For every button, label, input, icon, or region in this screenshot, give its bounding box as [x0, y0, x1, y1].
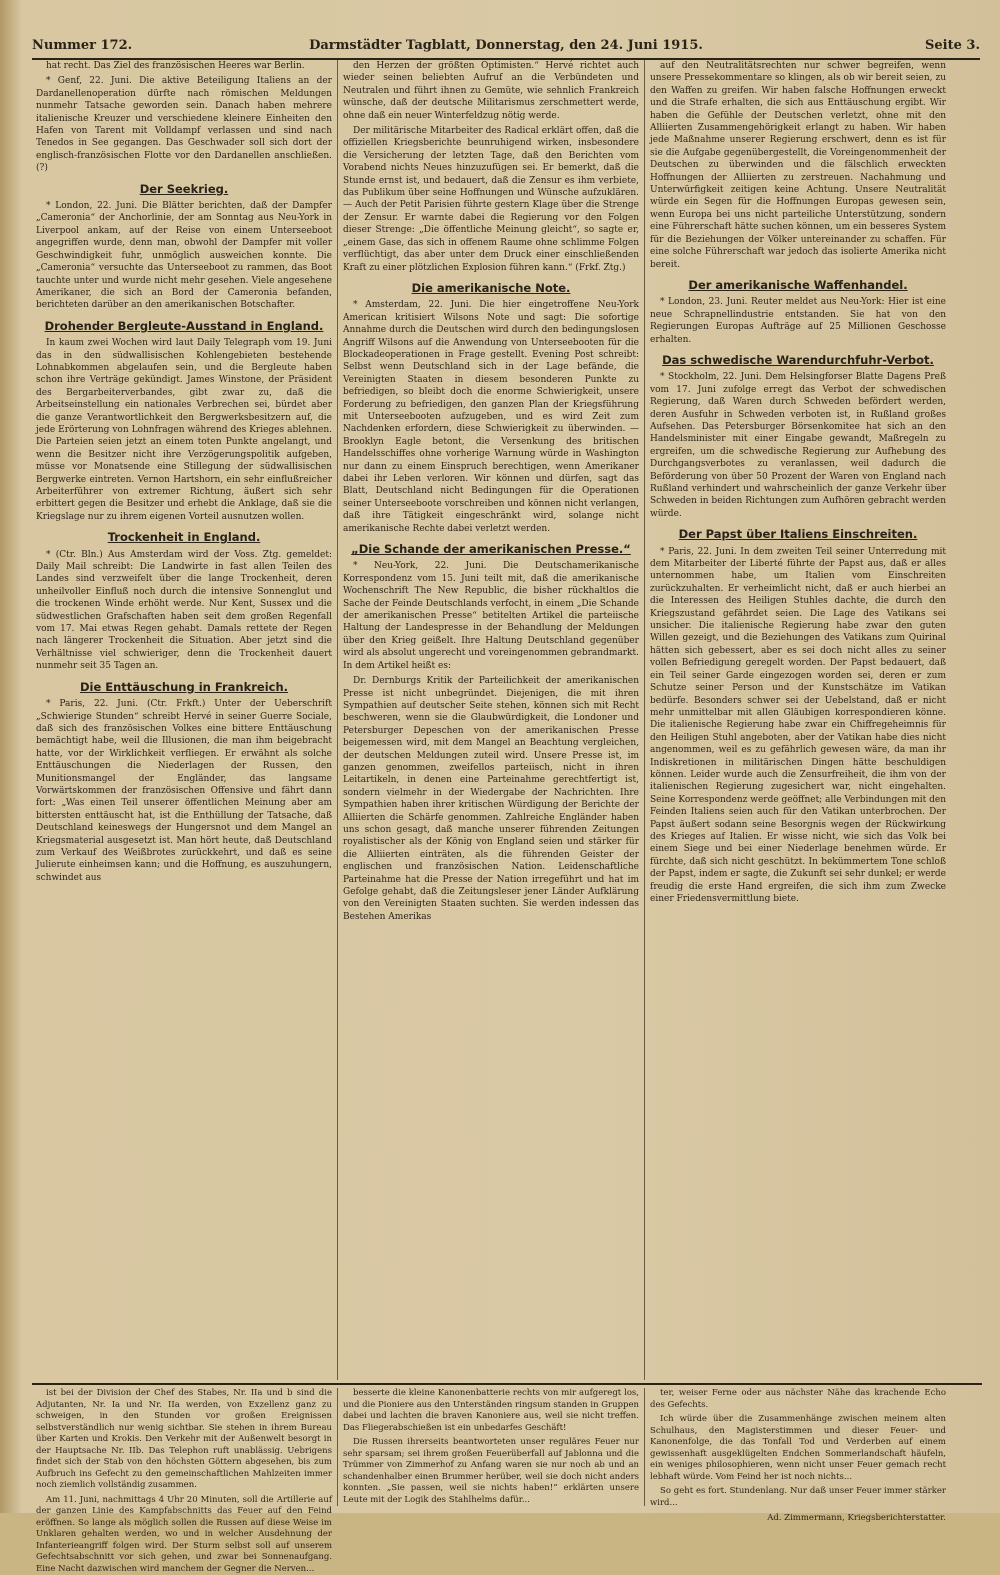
article-heading: Das schwedische Warendurchfuhr-Verbot. [650, 354, 946, 366]
article-text: den Herzen der größten Optimisten.“ Hervé richtet auch wieder seinen beliebten Aufruf an die Verbündeten und Neutralen und führt ihnen zu Gemüte, wie sehnlich Frankreich wünsche, daß der deutsche Militarismus zerschmettert werde, ohne daß ein neuer Winterfeldzug nötig werde. [343, 60, 639, 122]
article-heading: Der Papst über Italiens Einschreiten. [650, 528, 946, 540]
article-heading: Die Enttäuschung in Frankreich. [36, 681, 332, 693]
article-text: In kaum zwei Wochen wird laut Daily Telegraph vom 19. Juni das in den südwallisischen Kohlengebieten bestehende Lohnabkommen abgelaufen sein, und die Bergleute haben schon ihre Verträge gekündigt. James Winstone, der Präsident des Bergarbeiterverbandes, gibt zwar zu, daß die Arbeitseinstellung ein nationales Verbrechen sei, bürdet aber die ganze Verantwortlichkeit den Bergwerksbesitzern auf, die jede Erörterung von Lohnfragen während des Krieges ablehnen. Die Parteien seien jetzt an einem toten Punkte angelangt, und wenn die Besitzer nicht ihre Verzögerungspolitik aufgeben, müsse vor Monatsende eine Stillegung der südwallisischen Bergwerke eintreten. Vernon Hartshorn, ein sehr einflußreicher Arbeiterführer von extremer Richtung, äußert sich sehr erbittert gegen die Besitzer und erhebt die Anklage, daß sie die Kriegslage nur zu ihrem eigenen Vorteil ausnutzen wollen. [36, 337, 332, 523]
issue-number: Nummer 172. [32, 38, 132, 53]
article-text: * London, 22. Juni. Die Blätter berichten, daß der Dampfer „Cameronia“ der Anchorlinie, der am Sonntag aus Neu-York in Liverpool ankam, auf der Reise von einem Unterseeboot angegriffen wurde, denn man, obwohl der Dampfer mit voller Geschwindigkeit fuhr, unmöglich ausweichen konnte. Die „Cameronia“ versuchte das Unterseeboot zu rammen, das Boot tauchte unter und wurde nicht mehr gesehen. Viele angesehene Amerikaner, die sich an Bord der Cameronia befanden, berichteten darüber an den amerikanischen Botschafter. [36, 200, 332, 312]
article-heading: Die amerikanische Note. [343, 282, 639, 294]
column-2 [343, 60, 639, 1380]
page-number: Seite 3. [925, 38, 980, 53]
article-text: * Paris, 22. Juni. In dem zweiten Teil seiner Unterredung mit dem Mitarbeiter der Liberté führte der Papst aus, daß er alles unternommen habe, um Italien vom Einschreiten zurückzuhalten. Er verheimlicht nicht, daß er auch hierbei an die Interessen des Heiligen Stuhles dachte, die durch den Kriegszustand gefährdet seien. Die Lage des Vatikans sei unsicher. Die italienische Regierung habe zwar den guten Willen gezeigt, und die Beziehungen des Vatikans zum Quirinal hätten sich gebessert, aber es sei doch nicht alles zu seiner vollen Befriedigung geregelt worden. Der Papst bedauert, daß ein Teil seiner Garde eingezogen worden sei, deren er zum Schutze seiner Person und der Kunstschätze im Vatikan bedürfe. Besonders schwer sei der Uebelstand, daß er nicht mehr unmittelbar mit allen Gläubigen korrespondieren könne. Die italienische Regierung habe zwar ein Chiffregeheimnis für den Heiligen Stuhl angeboten, aber der Vatikan habe dies nicht angenommen, weil es zu gefährlich gewesen wäre, da man ihr Indiskretionen in militärischen Dingen hätte beschuldigen können. Leider wurde auch die Zensurfreiheit, die ihm von der italienischen Regierung zugesichert war, nicht eingehalten. Seine Korrespondenz werde geöffnet; alle Verbindungen mit den Feinden Italiens seien auch für den Vatikan unterbrochen. Der Papst äußert sodann seine Besorgnis wegen der Rückwirkung des Krieges auf Italien. Er wisse nicht, wie sich das Volk bei einem Siege und bei einer Niederlage benehmen würde. Er fürchte, daß sich nicht geschützt. In bekümmertem Tone schloß der Papst, indem er sagte, die Zukunft sei sehr dunkel; er werde freudig die erste Hand ergreifen, die sich ihm zum Zwecke einer Friedensvermittlung biete. [650, 546, 946, 906]
column-divider [644, 60, 645, 1380]
column-divider [337, 1388, 338, 1506]
column-divider [337, 60, 338, 1380]
article-text: * Genf, 22. Juni. Die aktive Beteiligung Italiens an der Dardanellenoperation dürfte nach römischen Meldungen nunmehr Tatsache geworden sein. Danach haben mehrere italienische Kreuzer und verschiedene kleinere Einheiten den Hafen von Tarent mit Volldampf verlassen und sind nach Tenedos in See gegangen. Das Geschwader soll sich dort der englisch-französischen Flotte vor den Dardanellen anschließen. (?) [36, 75, 332, 174]
newspaper-title: Darmstädter Tagblatt, Donnerstag, den 24. Juni 1915. [32, 38, 980, 53]
article-text: auf den Neutralitätsrechten nur schwer begreifen, wenn unsere Pressekommentare so klingen, als ob wir bereit seien, zu den Waffen zu greifen. Wir haben falsche Hoffnungen erweckt und die Strafe erhalten, die sich aus Enttäuschung ergibt. Wir haben die Gefühle der Deutschen verletzt, ohne mit den Alliierten Zusammengehörigkeit erlangt zu haben. Wir haben jede Maßnahme unserer Regierung erschwert, denn es ist für sie die Aufgabe gegenübergestellt, die Voreingenommenheit der Deutschen zu überwinden und die fälschlich erweckten Hoffnungen der Alliierten zu zerstreuen. Nachahmung und Unterwürfigkeit zeitigen keine Achtung. Unsere Neutralität würde ein Segen für die Hoffnungen Europas gewesen sein, wenn Europa bei uns nicht parteiliche Unterstützung, sondern eine Führerschaft hätte suchen können, um ein besseres System für die Beziehungen der Völker untereinander zu schaffen. Für eine solche Führerschaft war jedoch das isolierte Amerika nicht bereit. [650, 60, 946, 271]
article-text: * Paris, 22. Juni. (Ctr. Frkft.) Unter der Ueberschrift „Schwierige Stunden“ schreibt Hervé in seiner Guerre Sociale, daß sich des französischen Volkes eine bittere Enttäuschung bemächtigt habe, weil die Illusionen, die man ihm beigebracht hatte, vor der Wirklichkeit verfliegen. Er erwähnt als solche Enttäuschungen die Niederlagen der Russen, den Munitionsmangel der Engländer, das langsame Vorwärtskommen der französischen Offensive und fährt dann fort: „Was einen Teil unserer öffentlichen Meinung aber am bittersten enttäuscht hat, ist die Enthüllung der Tatsache, daß Deutschland keineswegs der Hungersnot und dem Mangel an Kriegsmaterial ausgesetzt ist. Man hört heute, daß Deutschland zum Verkauf des Weißbrotes zurückkehrt, und daß es seine Julierute einheimsen kann; und die Hoffnung, es auszuhungern, schwindet aus [36, 698, 332, 884]
feuilleton-text: ter, weiser Ferne oder aus nächster Nähe das krachende Echo des Gefechts. [650, 1388, 946, 1411]
article-text: * Amsterdam, 22. Juni. Die hier eingetroffene Neu-York American kritisiert Wilsons Note und sagt: Die sofortige Annahme durch die Deutschen wird durch den bedingungslosen Angriff Wilsons auf die Anwendung von Unterseebooten für die Blockadeoperationen in Frage gestellt. Evening Post schreibt: Selbst wenn Deutschland sich in der Lage befände, die Vereinigten Staaten in diesem besonderen Punkte zu befriedigen, so bleibt doch die enorme Schwierigkeit, unsere Forderung zu befriedigen, den ganzen Plan der Kriegsführung mit Unterseebooten aufzugeben, und es wird Zeit zum Nachdenken erfordern, diese Schwierigkeit zu überwinden. — Brooklyn Eagle betont, die Versenkung des britischen Handelsschiffes ohne vorherige Warnung würde in Washington nur dann zu einem Einspruch berechtigen, wenn Amerikaner dabei ihr Leben verloren. Wir können und dürfen, sagt das Blatt, Deutschland nicht Bedingungen für die Operationen seiner Unterseeboote vorschreiben und können nicht verlangen, daß ihre Tätigkeit eingeschränkt wird, solange nicht amerikanische Rechte dabei verletzt werden. [343, 299, 639, 535]
feuilleton-text: ist bei der Division der Chef des Stabes, Nr. IIa und b sind die Adjutanten, Nr. Ia und Nr. IIa werden, von Exzellenz ganz zu schweigen, in den Stunden vor großen Ereignissen selbstverständlich nur wenig sichtbar. Sie stehen in ihrem Bureau über Karten und Krokis. Den Verkehr mit der Außenwelt besorgt in der Hauptsache Nr. IIb. Das Telephon ruft unablässig. Uebrigens findet sich der Stab von den höchsten Göttern abgesehen, bis zum Aufbruch ins Gefecht zu den gemeinschaftlichen Mahlzeiten immer noch ziemlich vollständig zusammen. [36, 1388, 332, 1492]
column-divider [644, 1388, 645, 1506]
feuilleton-text: Ich würde über die Zusammenhänge zwischen meinem alten Schulhaus, den Magisterstimmen und dieser Feuer- und Kanonenfolge, die das Tonfall Tod und Verderben auf einem gewissenhaft ausgeklügelten Endchen Sommerlandschaft häufeln, ein weniges philosophieren, wenn nicht unser Feuer gemach recht lebhaft würde. Vom Feind her ist noch nichts... [650, 1414, 946, 1483]
masthead [32, 36, 980, 60]
feuilleton-column-2 [343, 1388, 639, 1506]
article-heading: „Die Schande der amerikanischen Presse.“ [343, 543, 639, 555]
article-heading: Der amerikanische Waffenhandel. [650, 279, 946, 291]
article-text: * London, 23. Juni. Reuter meldet aus Neu-York: Hier ist eine neue Schrapnellindustrie entstanden. Sie hat von den Regierungen Europas Aufträge auf 25 Millionen Geschosse erhalten. [650, 296, 946, 346]
article-text: Dr. Dernburgs Kritik der Parteilichkeit der amerikanischen Presse ist nicht unbegründet. Diejenigen, die mit ihren Sympathien auf deutscher Seite stehen, können sich mit Recht beschweren, wenn sie die Glaubwürdigkeit, die Londoner und Petersburger Depeschen von der amerikanischen Presse beigemessen wird, mit dem Mangel an Beachtung vergleichen, der deutschen Meldungen zuteil wird. Unsere Presse ist, im ganzen genommen, zweifellos parteiisch, nicht in ihren Leitartikeln, in denen eine Parteinahme gerechtfertigt ist, sondern vielmehr in der Wiedergabe der Nachrichten. Ihre Sympathien haben ihrer kritischen Würdigung der Berichte der Alliierten die Schärfe genommen. Zahlreiche Engländer haben uns schon gesagt, daß manche unserer führenden Zeitungen royalistischer als der König von England seien und stärker für die Alliierten einträten, als die führenden Geister der englischen und französischen Nation. Leidenschaftliche Parteinahme hat die Presse der Nation irregeführt und hat im Gefolge gehabt, daß die Zeitungsleser jener Länder Aufklärung von den Vereinigten Staaten suchten. Sie werden indessen das Bestehen Amerikas [343, 675, 639, 923]
article-heading: Trockenheit in England. [36, 531, 332, 543]
feuilleton-divider [32, 1383, 982, 1385]
feuilleton-column-3 [650, 1388, 946, 1506]
column-3 [650, 60, 946, 1380]
article-text: hat recht. Das Ziel des französischen Heeres war Berlin. [36, 60, 332, 72]
article-text: Der militärische Mitarbeiter des Radical erklärt offen, daß die offiziellen Kriegsberichte beunruhigend wirken, insbesondere die Versicherung der letzten Tage, daß den Berichten vom Vorabend nichts Neues hinzuzufügen sei. Er bemerkt, daß die Stunde ernst ist, und bedauert, daß die Zensur es ihm verbiete, das Publikum über seine Hoffnungen und Wünsche aufzuklären. — Auch der Petit Parisien führte gestern Klage über die Strenge der Zensur. Er warnte dabei die Regierung vor den Folgen dieser Strenge: „Die öffentliche Meinung gleicht“, so sagte er, „einem Gase, das sich in offenem Raume ohne schlimme Folgen verflüchtigt, das aber unter dem Druck einer einschließenden Kraft zu einer plötzlichen Explosion führen kann.“ (Frkf. Ztg.) [343, 125, 639, 274]
feuilleton-column-1 [36, 1388, 332, 1506]
article-text: * Neu-York, 22. Juni. Die Deutschamerikanische Korrespondenz vom 15. Juni teilt mit, daß die amerikanische Wochenschrift The New Republic, die bisher rückhaltlos die Sache der Feinde Deutschlands verfocht, in einem „Die Schande der amerikanischen Presse“ betitelten Artikel die parteiische Haltung der Landespresse in der Behandlung der Meldungen über den Krieg geißelt. Ihre Haltung Deutschland gegenüber wird als absolut ungerecht und voreingenommen gebrandmarkt. In dem Artikel heißt es: [343, 560, 639, 672]
feuilleton-text: Am 11. Juni, nachmittags 4 Uhr 20 Minuten, soll die Artillerie auf der ganzen Linie des Kampfabschnitts das Feuer auf den Feind eröffnen. So lange als möglich sollen die Russen auf diese Weise im Unklaren gehalten werden, wo und in welcher Ausdehnung der Infanterieangriff folgen wird. Der Sturm selbst soll auf unserem Gefechtsabschnitt vor sich gehen, und zwar bei Sonnenaufgang. Eine Nacht dazwischen wird manchem der Gegner die Nerven... [36, 1495, 332, 1575]
feuilleton-text: Die Russen ihrerseits beantworteten unser reguläres Feuer nur sehr sparsam; sei ihrem großen Feuerüberfall auf Jablonna und die Trümmer von Zimmerhof zu Anfang waren sie nur noch ab und an schandenhalber einen Brummer herüber, weil sie doch nicht anders konnten. „Sie passen, weil sie nichts haben!“ erklärten unsere Leute mit der Logik des Stahlhelms dafür... [343, 1437, 639, 1506]
author-signature: Ad. Zimmermann, Kriegsberichterstatter. [650, 1513, 946, 1525]
article-heading: Drohender Bergleute-Ausstand in England. [36, 320, 332, 332]
article-text: * (Ctr. Bln.) Aus Amsterdam wird der Voss. Ztg. gemeldet: Daily Mail schreibt: Die Landwirte in fast allen Teilen des Landes sind verzweifelt über die lange Trockenheit, deren unheilvoller Einfluß noch durch die intensive Sonnenglut und die trockenen Winde erhöht werde. Nur Kent, Sussex und die südwestlichen Grafschaften haben seit dem großen Regenfall vom 17. Mai etwas Regen gehabt. Damals rettete der Regen nach längerer Trockenheit die Situation. Aber jetzt sind die Verhältnisse viel schwieriger, denn die Trockenheit dauert nunmehr seit 35 Tagen an. [36, 549, 332, 673]
feuilleton-text: besserte die kleine Kanonenbatterie rechts von mir aufgeregt los, und die Pioniere aus den Unterständen ringsum standen in Gruppen dabei und lachten die braven Kanoniere aus, weil sie nicht treffen. Das Fliegerabschießen ist ein unbedarfes Geschäft! [343, 1388, 639, 1434]
feuilleton-text: So geht es fort. Stundenlang. Nur daß unser Feuer immer stärker wird... [650, 1486, 946, 1509]
article-heading: Der Seekrieg. [36, 183, 332, 195]
article-text: * Stockholm, 22. Juni. Dem Helsingforser Blatte Dagens Preß vom 17. Juni zufolge erregt das Verbot der schwedischen Regierung, daß Waren durch Schweden befördert werden, deren Ausfuhr in Schweden verboten ist, in Rußland großes Aufsehen. Das Petersburger Börsenkomitee hat sich an den Handelsminister mit einer Eingabe gewandt, Maßregeln zu ergreifen, um die schwedische Regierung zur Aufhebung des Durchgangsverbotes zu veranlassen, weil dadurch die Beförderung von über 50 Prozent der Waren von England nach Rußland verhindert und wahrscheinlich der ganze Verkehr über Schweden in beiden Richtungen zum Aufhören gebracht werden würde. [650, 371, 946, 520]
column-1 [36, 60, 332, 1380]
